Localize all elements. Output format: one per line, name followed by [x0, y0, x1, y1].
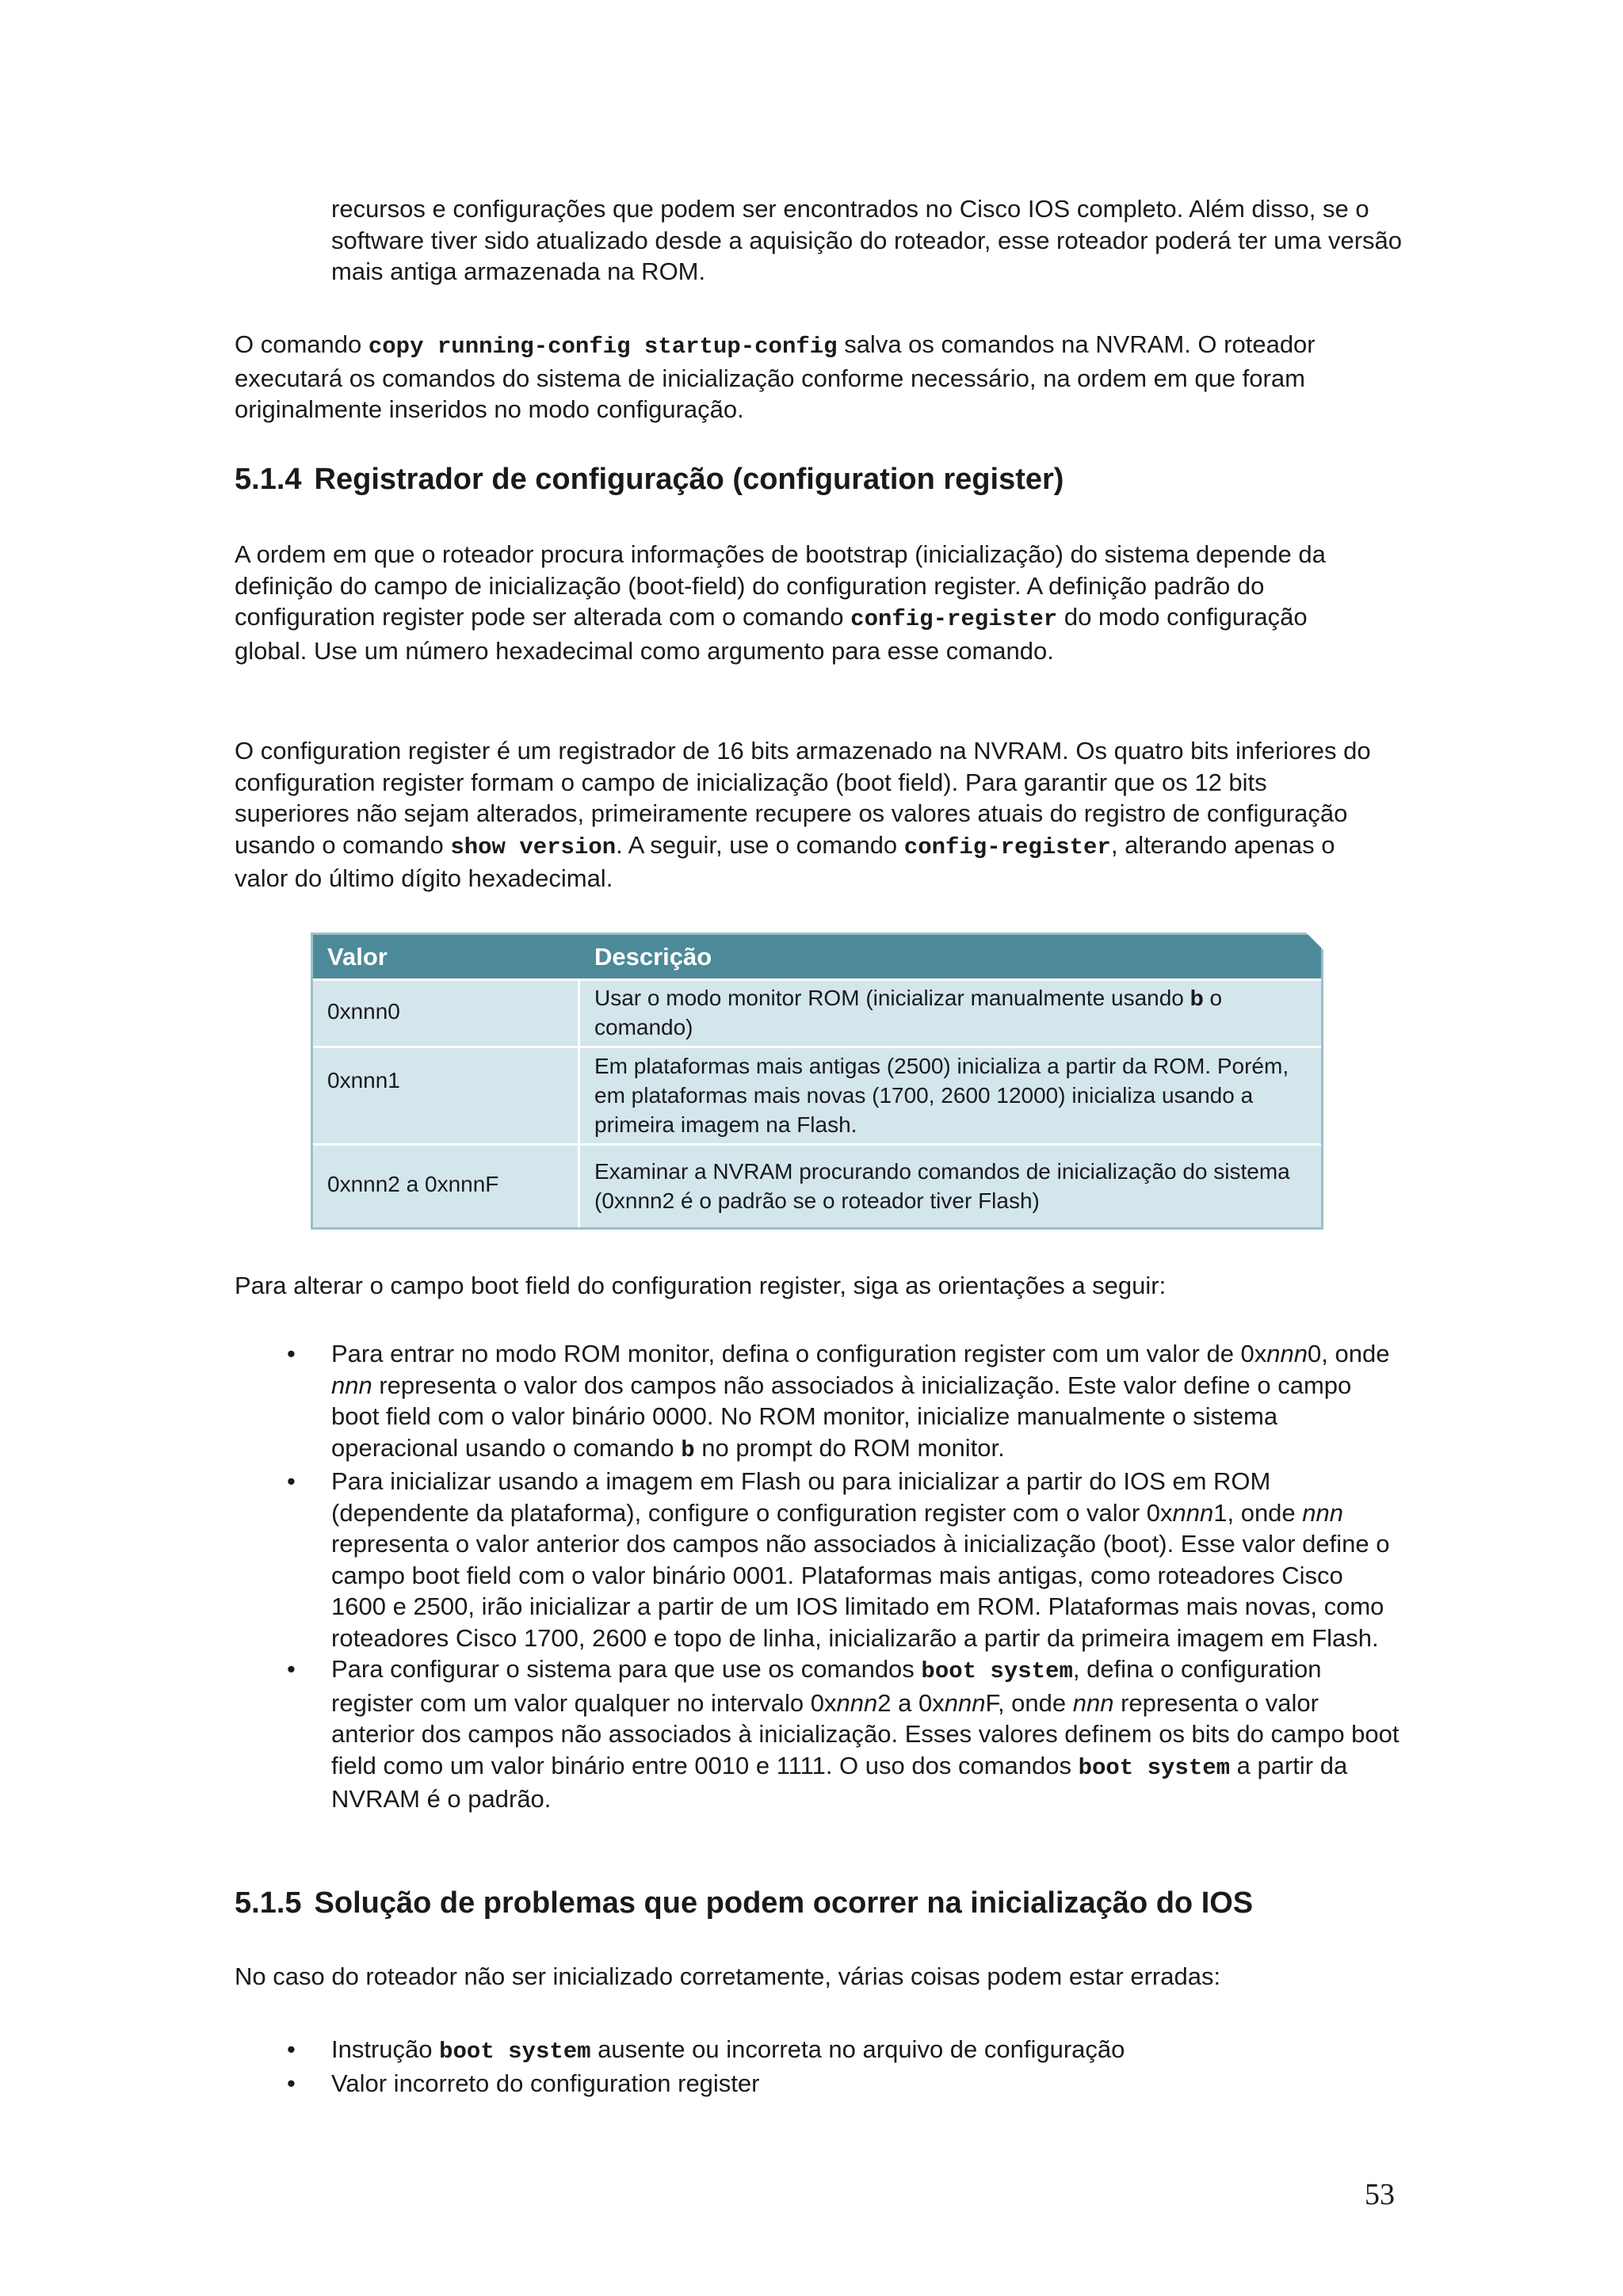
- column-header-description: Descrição: [594, 943, 712, 971]
- section-number: 5.1.5: [235, 1886, 302, 1920]
- cell-description: Examinar a NVRAM procurando comandos de inicialização do sistema (0xnnn2 é o padrão se o roteador tiver Flash): [594, 1159, 1290, 1213]
- command-b: b: [681, 1436, 695, 1463]
- boot-field-paragraph: Para alterar o campo boot field do configuration register, siga as orientações a seguir:: [235, 1272, 1167, 1299]
- command-boot-system: boot system: [921, 1658, 1073, 1684]
- command-config-register: config-register: [903, 833, 1111, 860]
- cell-value: 0xnnn0: [327, 999, 400, 1024]
- bullet-glyph: •: [287, 2069, 296, 2097]
- troubles-list: [235, 2034, 1400, 2099]
- command-config-register: config-register: [850, 606, 1058, 632]
- intro-continuation: [331, 193, 1425, 288]
- bullet-glyph: •: [287, 1340, 296, 1367]
- config-register-table: [311, 933, 1323, 1230]
- table-row: [313, 1143, 1321, 1230]
- bullet-glyph: •: [287, 2035, 296, 2063]
- list-item: • Para inicializar usando a imagem em Flash ou para inicializar a partir do IOS em ROM (dependente da plataforma), configure o configuration register com o valor 0xnnn1, onde nnn representa o valor anterior dos campos não associados à inicialização (boot). Esse valor define o campo boot field com o valor binário 0001. Plataformas mais antigas, como roteadores Cisco 1600 e 2500, irão inicializar a partir de um IOS limitado em ROM. Plataformas mais novas, como roteadores Cisco 1700, 2600 e topo de linha, inicializarão a partir da primeira imagem em Flash.: [287, 1467, 1390, 1652]
- intro-paragraph: recursos e configurações que podem ser encontrados no Cisco IOS completo. Além disso, se o software tiver sido atualizado desde a aquisição do roteador, esse roteador poderá ter uma versão mais antiga armazenada na ROM.: [331, 195, 1403, 285]
- bullet-glyph: •: [287, 1655, 296, 1683]
- list-item: • Para entrar no modo ROM monitor, defina o configuration register com um valor de 0xnnn0, onde nnn representa o valor dos campos não associados à inicialização. Este valor define o campo boot field com o valor binário 0000. No ROM monitor, inicialize manualmente o sistema operacional usando o comando b no prompt do ROM monitor.: [287, 1340, 1390, 1463]
- section-heading-5-1-5: [235, 1886, 1253, 1920]
- command-boot-system: boot system: [439, 2039, 591, 2065]
- column-header-value: Valor: [327, 943, 388, 971]
- copy-command-paragraph: O comando copy running-config startup-config salva os comandos na NVRAM. O roteador executará os comandos do sistema de inicialização conforme necessário, na ordem em que foram originalmente inseridos no modo configuração.: [235, 330, 1316, 423]
- command-show-version: show version: [450, 833, 617, 860]
- list-item: • Instrução boot system ausente ou incorreta no arquivo de configuração: [287, 2035, 1125, 2065]
- sixteen-bit-paragraph: O configuration register é um registrador de 16 bits armazenado na NVRAM. Os quatro bits inferiores do configuration register formam o campo de inicialização (boot field). Para garantir que os 12 bits superiores não sejam alterados, primeiramente recupere os valores atuais do registro de configuração usando o comando show version. A seguir, use o comando config-register, alterando apenas o valor do último dígito hexadecimal.: [235, 737, 1371, 892]
- command-copy-running-config: copy running-config startup-config: [368, 334, 838, 360]
- list-item: • Valor incorreto do configuration register: [235, 2068, 1400, 2100]
- cell-description: Usar o modo monitor ROM (inicializar manualmente usando b o comando): [594, 986, 1223, 1039]
- bullet-glyph: •: [287, 1467, 296, 1495]
- table-row: [313, 978, 1321, 1046]
- section-heading-5-1-4: [235, 463, 1064, 497]
- section-number: 5.1.4: [235, 463, 302, 496]
- section-title: Solução de problemas que podem ocorrer na inicialização do IOS: [314, 1886, 1254, 1920]
- cell-value: 0xnnn2 a 0xnnnF: [327, 1172, 499, 1196]
- cell-value: 0xnnn1: [327, 1068, 400, 1093]
- cell-description: Em plataformas mais antigas (2500) inicializa a partir da ROM. Porém, em plataformas mais novas (1700, 2600 12000) inicializa usando a primeira imagem na Flash.: [594, 1054, 1289, 1137]
- troubles-paragraph: No caso do roteador não ser inicializado corretamente, várias coisas podem estar erradas:: [235, 1962, 1221, 1990]
- command-boot-system: boot system: [1078, 1754, 1231, 1781]
- section-title: Registrador de configuração (configuration register): [314, 463, 1064, 496]
- boot-field-list: [235, 1338, 1400, 1815]
- table-row: [313, 1046, 1321, 1143]
- list-item: • Para configurar o sistema para que use os comandos boot system, defina o configuration register com um valor qualquer no intervalo 0xnnn2 a 0xnnnF, onde nnn representa o valor anterior dos campos não associados à inicialização. Esses valores definem os bits do campo boot field como um valor binário entre 0010 e 1111. O uso dos comandos boot system a partir da NVRAM é o padrão.: [287, 1655, 1400, 1813]
- config-register-intro-paragraph: A ordem em que o roteador procura informações de bootstrap (inicialização) do sistema depende da definição do campo de inicialização (boot-field) do configuration register. A definição padrão do configuration register pode ser alterada com o comando config-register do modo configuração global. Use um número hexadecimal como argumento para esse comando.: [235, 540, 1326, 665]
- page-number: 53: [1365, 2178, 1395, 2211]
- table-header: [313, 935, 1321, 978]
